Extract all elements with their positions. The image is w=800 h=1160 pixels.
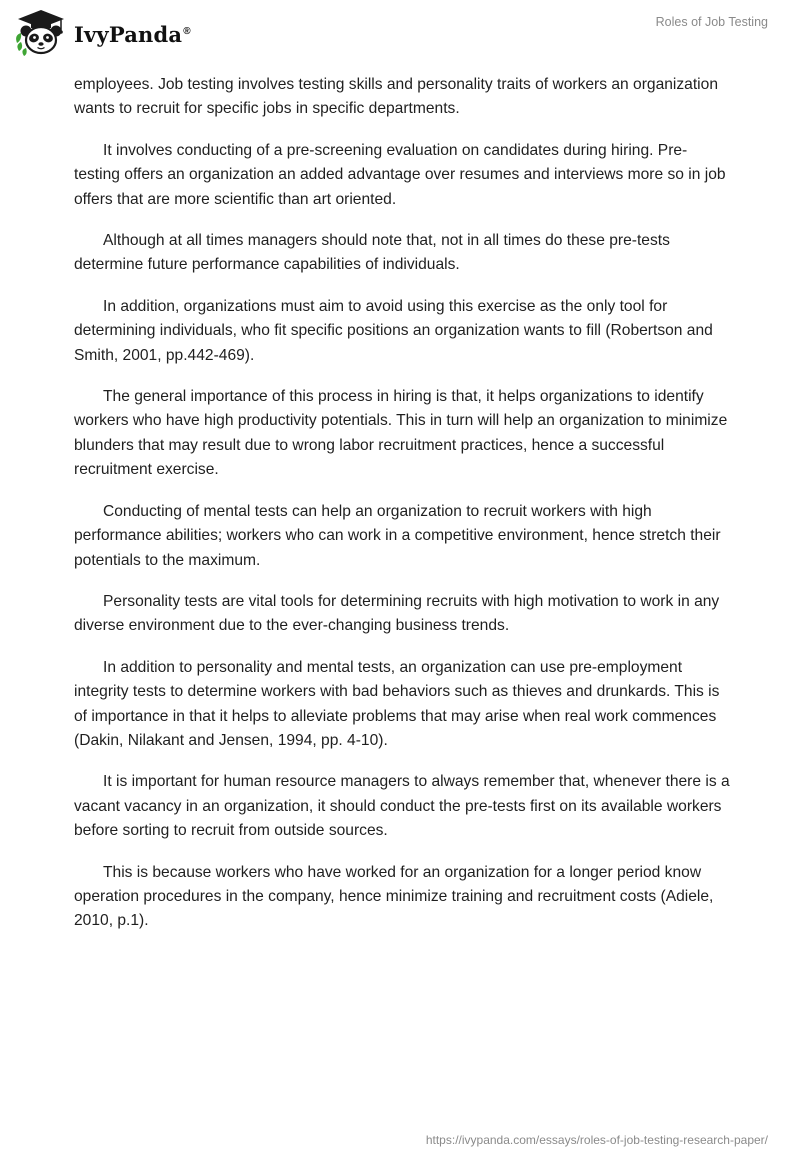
paragraph: In addition, organizations must aim to avoid using this exercise as the only tool for determining individuals, who fit specific positions an organization wants to fill (Robertson and Smith, 2001, pp.442-469). [74, 297, 713, 364]
page-header [0, 0, 800, 70]
paragraph: This is because workers who have worked for an organization for a longer period know operation procedures in the company, hence minimize training and recruitment costs (Adiele, 2010, p.1). [74, 863, 714, 930]
registered-mark: ® [183, 25, 191, 37]
document-title: Roles of Job Testing [655, 15, 768, 29]
paragraph: Personality tests are vital tools for determining recruits with high motivation to work in any diverse environment due to the ever-changing business trends. [74, 592, 720, 635]
paragraph: In addition to personality and mental tests, an organization can use pre-employment integrity tests to determine workers with bad behaviors such as thieves and drunkards. This is of importance in that it helps to alleviate problems that may arise when real work commences (Dakin, Nilakant and Jensen, 1994, pp. 4-10). [74, 658, 720, 749]
paragraph: It is important for human resource managers to always remember that, whenever there is a vacant vacancy in an organization, it should conduct the pre-tests first on its available workers before sorting to recruit from outside sources. [74, 773, 730, 840]
essay-body [74, 73, 730, 951]
source-url-link[interactable]: https://ivypanda.com/essays/roles-of-job-testing-research-paper/ [425, 1133, 768, 1147]
paragraph: employees. Job testing involves testing skills and personality traits of workers an organization wants to recruit for specific jobs in specific departments. [74, 76, 718, 118]
ivypanda-logo[interactable] [14, 9, 191, 57]
paragraph: The general importance of this process in hiring is that, it helps organizations to identify workers who have high productivity potentials. This in turn will help an organization to minimize blunders that may result due to wrong labor recruitment practices, hence a successful recruitment exercise. [74, 388, 728, 479]
paragraph: It involves conducting of a pre-screening evaluation on candidates during hiring. Pre-testing offers an organization an added advantage over resumes and interviews more so in job offers that are more scientific than art oriented. [74, 141, 726, 208]
paragraph: Conducting of mental tests can help an organization to recruit workers with high performance abilities; workers who can work in a competitive environment, hence stretch their potentials to the maximum. [74, 502, 721, 569]
paragraph: Although at all times managers should note that, not in all times do these pre-tests determine future performance capabilities of individuals. [74, 232, 670, 274]
panda-graduate-icon [14, 9, 68, 57]
brand-name: IvyPanda® [74, 21, 191, 47]
